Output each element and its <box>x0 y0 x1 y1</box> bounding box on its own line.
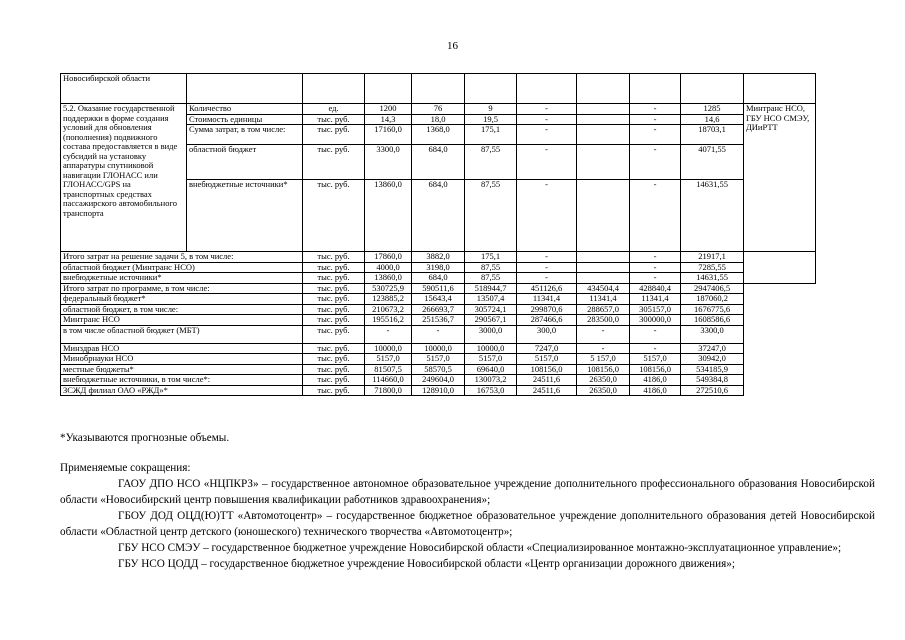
value-cell <box>577 262 630 273</box>
value-cell: 590511,6 <box>412 283 465 294</box>
value-cell: 2947406,5 <box>681 283 744 294</box>
value-cell: 9 <box>465 104 517 115</box>
value-cell: - <box>630 114 681 125</box>
table-row <box>61 74 816 104</box>
value-cell: - <box>630 262 681 273</box>
unit-cell: ед. <box>303 104 365 115</box>
value-cell: - <box>630 343 681 354</box>
value-cell: 195516,2 <box>365 315 412 326</box>
value-cell: 3198,0 <box>412 262 465 273</box>
value-cell: 37247,0 <box>681 343 744 354</box>
value-cell: 58570,5 <box>412 364 465 375</box>
value-cell <box>577 180 630 252</box>
total-label-cell: в том числе областной бюджет (МБТ) <box>61 325 303 343</box>
value-cell: 21917,1 <box>681 252 744 263</box>
value-cell: 5157,0 <box>517 354 577 365</box>
value-cell: 1200 <box>365 104 412 115</box>
value-cell: 123885,2 <box>365 294 412 305</box>
value-cell: - <box>412 325 465 343</box>
value-cell: 549384,8 <box>681 375 744 386</box>
value-cell: 14,3 <box>365 114 412 125</box>
value-cell: 30942,0 <box>681 354 744 365</box>
indicator-cell: Стоимость единицы <box>187 114 303 125</box>
executors-cell: Минтранс НСО, ГБУ НСО СМЭУ, ДИиРТТ <box>744 104 816 252</box>
item-label-cell: 5.2. Оказание государственной поддержки в форме создания условий для обновления (пополнения) подвижного состава предоставляется в виде субсидий на установку аппаратуры спутниковой навигации ГЛОНАСС или ГЛОНАСС/GPS на транспортных средствах пассажирского автомобильного транспорта <box>61 104 187 252</box>
indicator-cell: внебюджетные источники* <box>187 180 303 252</box>
value-cell: 288657,0 <box>577 304 630 315</box>
value-cell: - <box>630 180 681 252</box>
value-cell: 114660,0 <box>365 375 412 386</box>
value-cell: - <box>517 252 577 263</box>
total-label-cell: областной бюджет, в том числе: <box>61 304 303 315</box>
value-cell: 18703,1 <box>681 125 744 145</box>
unit-cell: тыс. руб. <box>303 343 365 354</box>
value-cell <box>577 125 630 145</box>
value-cell: 87,55 <box>465 180 517 252</box>
value-cell: 3300,0 <box>365 145 412 180</box>
value-cell: 128910,0 <box>412 385 465 396</box>
value-cell: 71800,0 <box>365 385 412 396</box>
value-cell: 108156,0 <box>517 364 577 375</box>
unit-cell: тыс. руб. <box>303 385 365 396</box>
value-cell: 249604,0 <box>412 375 465 386</box>
value-cell: 187060,2 <box>681 294 744 305</box>
value-cell: 3300,0 <box>681 325 744 343</box>
total-label-cell: Минобрнауки НСО <box>61 354 303 365</box>
table-row <box>61 343 816 354</box>
total-label-cell: Итого затрат на решение задачи 5, в том числе: <box>61 252 303 263</box>
value-cell: 287466,6 <box>517 315 577 326</box>
value-cell: 175,1 <box>465 125 517 145</box>
value-cell <box>577 145 630 180</box>
unit-cell: тыс. руб. <box>303 294 365 305</box>
abbreviation-item: ГБОУ ДОД ОЦД(Ю)ТТ «Автомотоцентр» – государственное бюджетное образовательное учреждение дополнительного образования детей Новосибирской области «Областной центр детского (юношеского) технического творчества «Автомотоцентр»; <box>60 510 875 538</box>
total-label-cell: внебюджетные источники* <box>61 273 303 284</box>
value-cell: 11341,4 <box>630 294 681 305</box>
value-cell: 266693,7 <box>412 304 465 315</box>
indicator-cell: областной бюджет <box>187 145 303 180</box>
value-cell: 130073,2 <box>465 375 517 386</box>
value-cell: 1285 <box>681 104 744 115</box>
value-cell: 17160,0 <box>365 125 412 145</box>
value-cell: 451126,6 <box>517 283 577 294</box>
value-cell: 175,1 <box>465 252 517 263</box>
value-cell: 5 157,0 <box>577 354 630 365</box>
value-cell: 26350,0 <box>577 385 630 396</box>
value-cell: 81507,5 <box>365 364 412 375</box>
value-cell: 14631,55 <box>681 273 744 284</box>
value-cell: 10000,0 <box>365 343 412 354</box>
value-cell: 108156,0 <box>630 364 681 375</box>
value-cell: 5157,0 <box>630 354 681 365</box>
value-cell: 684,0 <box>412 145 465 180</box>
abbreviations-heading: Применяемые сокращения: <box>60 462 191 474</box>
unit-cell: тыс. руб. <box>303 145 365 180</box>
value-cell: 15643,4 <box>412 294 465 305</box>
value-cell: 87,55 <box>465 145 517 180</box>
unit-cell: тыс. руб. <box>303 252 365 263</box>
value-cell: 13507,4 <box>465 294 517 305</box>
value-cell: - <box>517 125 577 145</box>
value-cell: 518944,7 <box>465 283 517 294</box>
value-cell: 290567,1 <box>465 315 517 326</box>
value-cell: - <box>517 104 577 115</box>
value-cell: 684,0 <box>412 180 465 252</box>
total-label-cell: областной бюджет (Минтранс НСО) <box>61 262 303 273</box>
value-cell: 5157,0 <box>465 354 517 365</box>
table-row <box>61 104 816 115</box>
value-cell: 17860,0 <box>365 252 412 263</box>
value-cell: - <box>577 343 630 354</box>
value-cell: 300000,0 <box>630 315 681 326</box>
value-cell: 26350,0 <box>577 375 630 386</box>
page-number: 16 <box>447 40 458 52</box>
value-cell: - <box>630 125 681 145</box>
value-cell <box>577 252 630 263</box>
value-cell: 11341,4 <box>517 294 577 305</box>
value-cell: 251536,7 <box>412 315 465 326</box>
value-cell: 534185,9 <box>681 364 744 375</box>
unit-cell: тыс. руб. <box>303 180 365 252</box>
total-label-cell: Минтранс НСО <box>61 315 303 326</box>
unit-cell: тыс. руб. <box>303 315 365 326</box>
table-row <box>61 325 816 343</box>
value-cell: 684,0 <box>412 273 465 284</box>
value-cell: 4000,0 <box>365 262 412 273</box>
indicator-cell: Количество <box>187 104 303 115</box>
table-row <box>61 315 816 326</box>
value-cell: 87,55 <box>465 273 517 284</box>
table-row <box>61 304 816 315</box>
total-label-cell: местные бюджеты* <box>61 364 303 375</box>
total-label-cell: Минздрав НСО <box>61 343 303 354</box>
value-cell: - <box>517 114 577 125</box>
unit-cell: тыс. руб. <box>303 125 365 145</box>
total-label-cell: внебюджетные источники, в том числе*: <box>61 375 303 386</box>
table-row <box>61 252 816 263</box>
value-cell: 283500,0 <box>577 315 630 326</box>
value-cell: - <box>517 180 577 252</box>
total-label-cell: ЗСЖД филиал ОАО «РЖД»* <box>61 385 303 396</box>
table-row <box>61 273 816 284</box>
value-cell: - <box>517 273 577 284</box>
value-cell: - <box>630 273 681 284</box>
value-cell: 4186,0 <box>630 385 681 396</box>
value-cell: 19,5 <box>465 114 517 125</box>
value-cell: 13860,0 <box>365 273 412 284</box>
value-cell: 11341,4 <box>577 294 630 305</box>
value-cell: 300,0 <box>517 325 577 343</box>
table-row <box>61 385 816 396</box>
value-cell: 1676775,6 <box>681 304 744 315</box>
value-cell: - <box>517 262 577 273</box>
value-cell: - <box>630 252 681 263</box>
value-cell: 4186,0 <box>630 375 681 386</box>
abbreviation-item: ГАОУ ДПО НСО «НЦПКРЗ» – государственное автономное образовательное учреждение дополнительного профессионального образования Новосибирской области «Новосибирский центр повышения квалификации работников здравоохранения»; <box>60 478 875 506</box>
value-cell: 210673,2 <box>365 304 412 315</box>
value-cell: - <box>365 325 412 343</box>
value-cell: 7247,0 <box>517 343 577 354</box>
table-row <box>61 262 816 273</box>
value-cell: 305157,0 <box>630 304 681 315</box>
unit-cell: тыс. руб. <box>303 262 365 273</box>
unit-cell: тыс. руб. <box>303 283 365 294</box>
unit-cell: тыс. руб. <box>303 304 365 315</box>
value-cell: 4071,55 <box>681 145 744 180</box>
value-cell: 5157,0 <box>365 354 412 365</box>
unit-cell: тыс. руб. <box>303 114 365 125</box>
unit-cell: тыс. руб. <box>303 273 365 284</box>
value-cell: 108156,0 <box>577 364 630 375</box>
value-cell: 434504,4 <box>577 283 630 294</box>
notes-section <box>60 430 875 572</box>
value-cell: 1608586,6 <box>681 315 744 326</box>
value-cell: 18,0 <box>412 114 465 125</box>
value-cell: 1368,0 <box>412 125 465 145</box>
total-label-cell: Итого затрат по программе, в том числе: <box>61 283 303 294</box>
value-cell: 5157,0 <box>412 354 465 365</box>
value-cell: 7285,55 <box>681 262 744 273</box>
value-cell: 13860,0 <box>365 180 412 252</box>
unit-cell: тыс. руб. <box>303 364 365 375</box>
value-cell <box>577 114 630 125</box>
value-cell: 3000,0 <box>465 325 517 343</box>
table-row <box>61 364 816 375</box>
table-row <box>61 294 816 305</box>
table-row <box>61 283 816 294</box>
value-cell: - <box>630 104 681 115</box>
value-cell: 76 <box>412 104 465 115</box>
value-cell: - <box>517 145 577 180</box>
value-cell: 14631,55 <box>681 180 744 252</box>
value-cell: 299870,6 <box>517 304 577 315</box>
value-cell: 69640,0 <box>465 364 517 375</box>
value-cell: 24511,6 <box>517 385 577 396</box>
indicator-cell: Сумма затрат, в том числе: <box>187 125 303 145</box>
table-row <box>61 375 816 386</box>
value-cell: - <box>630 145 681 180</box>
unit-cell: тыс. руб. <box>303 325 365 343</box>
value-cell: - <box>630 325 681 343</box>
value-cell: 16753,0 <box>465 385 517 396</box>
value-cell: 428840,4 <box>630 283 681 294</box>
value-cell: 3882,0 <box>412 252 465 263</box>
program-table <box>60 73 816 396</box>
value-cell: 87,55 <box>465 262 517 273</box>
table-body <box>61 74 816 396</box>
unit-cell: тыс. руб. <box>303 354 365 365</box>
value-cell: 14,6 <box>681 114 744 125</box>
value-cell: 24511,6 <box>517 375 577 386</box>
unit-cell: тыс. руб. <box>303 375 365 386</box>
footnote: *Указываются прогнозные объемы. <box>60 432 230 444</box>
value-cell <box>577 104 630 115</box>
value-cell: 305724,1 <box>465 304 517 315</box>
total-label-cell: федеральный бюджет* <box>61 294 303 305</box>
value-cell: - <box>577 325 630 343</box>
table-row <box>61 354 816 365</box>
value-cell: 10000,0 <box>412 343 465 354</box>
value-cell <box>577 273 630 284</box>
abbreviation-item: ГБУ НСО СМЭУ – государственное бюджетное учреждение Новосибирской области «Специализированное монтажно-эксплуатационное управление»; <box>118 542 842 554</box>
abbreviation-item: ГБУ НСО ЦОДД – государственное бюджетное учреждение Новосибирской области «Центр организации дорожного движения»; <box>118 558 735 570</box>
value-cell: 530725,9 <box>365 283 412 294</box>
value-cell: 272510,6 <box>681 385 744 396</box>
empty-cell <box>744 252 816 284</box>
value-cell: 10000,0 <box>465 343 517 354</box>
region-fragment-cell: Новосибирской области <box>61 74 187 104</box>
